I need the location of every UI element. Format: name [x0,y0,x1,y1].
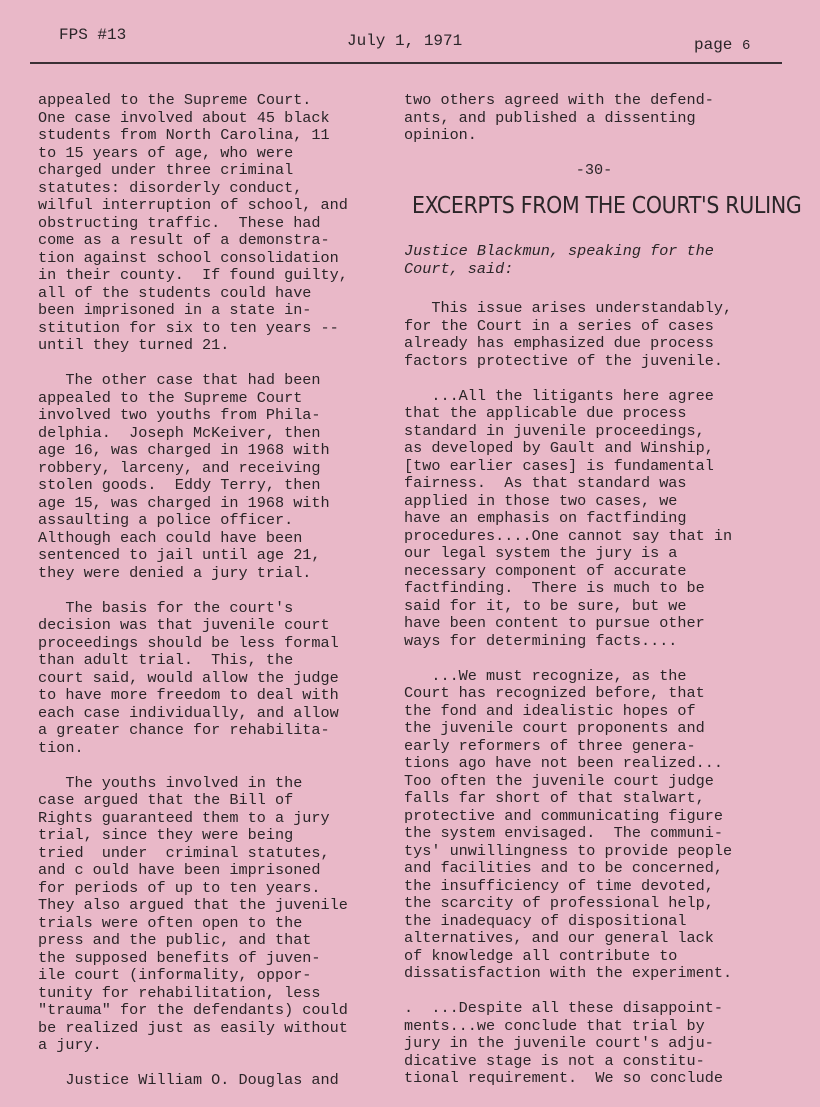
text-line: court said, would allow the judge [38,668,339,687]
text-line: appealed to the Supreme Court. [38,91,312,109]
paragraph [38,600,390,758]
text-line: delphia. Joseph McKeiver, then [38,423,321,442]
text-line: ments...we conclude that trial by [404,1016,705,1035]
text-line: The other case that had been [38,371,321,389]
text-line: for the Court in a series of cases [404,316,714,335]
text-line: that the applicable due process [404,404,687,422]
text-line: all of the students could have [38,283,312,302]
text-line: tys' unwillingness to provide people [404,841,733,860]
text-line: ants, and published a dissenting [404,108,696,127]
text-line: stolen goods. Eddy Terry, then [38,476,321,494]
publication-label: FPS #13 [59,26,127,44]
text-line: have been content to pursue other [404,614,705,632]
text-line: have an emphasis on factfinding [404,509,687,527]
text-line: a jury. [38,1036,102,1054]
text-line: necessary component of accurate [404,561,687,580]
page-number: 6 [742,38,751,54]
text-line: until they turned 21. [38,336,230,354]
text-line: the system envisaged. The communi- [404,824,723,842]
text-line: dissatisfaction with the experiment. [404,964,733,982]
text-line: to 15 years of age, who were [38,143,294,162]
text-line: Justice William O. Douglas and [38,1071,339,1089]
text-line: fairness. As that standard was [404,474,687,492]
header-rule [30,62,782,64]
text-line: jury in the juvenile court's adju- [404,1034,714,1052]
text-line: as developed by Gault and Winship, [404,439,714,457]
text-line: ile court (informality, oppor- [38,966,312,984]
text-line: age 15, was charged in 1968 with [38,493,330,512]
text-line: decision was that juvenile court [38,616,330,634]
text-line: opinion. [404,126,477,144]
text-line: protective and communicating figure [404,806,723,825]
text-line: the juvenile court proponents and [404,719,705,737]
text-line: wilful interruption of school, and [38,196,348,214]
text-line: They also argued that the juvenile [38,896,348,914]
paragraph [404,668,784,983]
intro-paragraph [404,92,784,145]
text-line: the fond and idealistic hopes of [404,701,696,720]
text-line: trials were often open to the [38,913,303,932]
text-line: been imprisoned in a state in- [38,301,312,319]
issue-date: July 1, 1971 [347,32,463,50]
text-line: our legal system the jury is a [404,544,678,562]
text-line: press and the public, and that [38,931,312,949]
text-line: the supposed benefits of juven- [38,948,321,967]
text-line: tried under criminal statutes, [38,843,330,862]
text-line: factors protective of the juvenile. [404,351,723,370]
text-line: sentenced to jail until age 21, [38,546,321,564]
page-header [0,26,820,58]
text-line: students from North Carolina, 11 [38,126,330,144]
paragraph [404,1000,784,1088]
text-line: two others agreed with the defend- [404,91,714,109]
text-line: to have more freedom to deal with [38,686,339,704]
text-line: the insufficiency of time devoted, [404,876,714,895]
ruling-excerpts [404,300,784,1088]
text-line: tion. [38,738,84,757]
text-line: trial, since they were being [38,826,294,844]
text-line: be realized just as easily without [38,1018,348,1037]
text-line: Although each could have been [38,528,303,547]
right-column [404,91,802,1105]
speaker-attribution [404,243,784,278]
text-line: each case individually, and allow [38,703,339,722]
paragraph [38,775,390,1055]
text-line: ...All the litigants here agree [404,386,714,405]
text-line: the scarcity of professional help, [404,894,714,912]
text-line: ways for determining facts.... [404,631,678,650]
text-line: robbery, larceny, and receiving [38,458,321,477]
text-line: obstructing traffic. These had [38,213,321,232]
text-line: age 16, was charged in 1968 with [38,441,330,459]
text-line: the inadequacy of dispositional [404,911,687,930]
text-line: already has emphasized due process [404,334,714,352]
text-line: dicative stage is not a constitu- [404,1051,705,1070]
paragraph [404,388,784,651]
text-line: tion against school consolidation [38,248,339,267]
text-line: charged under three criminal [38,161,294,179]
paragraph [38,372,390,582]
text-line: said for it, to be sure, but we [404,596,687,615]
text-line: and c ould have been imprisoned [38,861,321,879]
text-line: in their county. If found guilty, [38,266,348,284]
text-line: and facilities and to be concerned, [404,859,723,877]
paragraph [38,92,390,355]
text-line: factfinding. There is much to be [404,579,705,597]
text-line: statutes: disorderly conduct, [38,178,303,197]
text-line: than adult trial. This, the [38,651,294,669]
page-label: page [694,36,733,54]
text-line: "trauma" for the defendants) could [38,1001,348,1019]
text-line: of knowledge all contribute to [404,946,678,965]
text-line: early reformers of three genera- [404,736,696,755]
text-line: appealed to the Supreme Court [38,388,303,407]
section-heading: EXCERPTS FROM THE COURT'S RULING [412,191,802,218]
text-line: applied in those two cases, we [404,491,678,510]
left-column [38,92,390,1107]
section-separator: -30- [575,161,613,179]
text-line: for periods of up to ten years. [38,878,321,897]
text-line: falls far short of that stalwart, [404,789,705,807]
text-line: Court has recognized before, that [404,684,705,702]
paragraph [38,1072,390,1090]
text-line: alternatives, and our general lack [404,929,714,947]
text-line: tional requirement. We so conclude [404,1069,723,1087]
text-line: stitution for six to ten years -- [38,318,339,337]
paragraph [404,300,784,370]
text-line: a greater chance for rehabilita- [38,721,330,739]
text-line: The youths involved in the [38,773,303,792]
text-line: come as a result of a demonstra- [38,231,330,249]
text-line: This issue arises understandably, [404,299,733,317]
text-line: standard in juvenile proceedings, [404,421,705,440]
text-line: assaulting a police officer. [38,511,294,529]
text-line: procedures....One cannot say that in [404,526,733,545]
page-indicator [694,36,750,54]
text-line: Rights guaranteed them to a jury [38,808,330,827]
text-line: [two earlier cases] is fundamental [404,456,714,475]
text-line: . ...Despite all these disappoint- [404,999,723,1017]
text-line: One case involved about 45 black [38,108,330,127]
text-line: tunity for rehabilitation, less [38,983,321,1002]
text-line: Court, said: [404,259,514,278]
text-line: tions ago have not been realized... [404,754,723,772]
text-line: The basis for the court's [38,598,294,617]
text-line: proceedings should be less formal [38,633,339,652]
text-line: Justice Blackmun, speaking for the [404,242,714,260]
text-line: they were denied a jury trial. [38,563,312,582]
text-line: ...We must recognize, as the [404,666,687,685]
text-line: case argued that the Bill of [38,791,294,809]
text-line: Too often the juvenile court judge [404,771,714,790]
text-line: involved two youths from Phila- [38,406,321,424]
